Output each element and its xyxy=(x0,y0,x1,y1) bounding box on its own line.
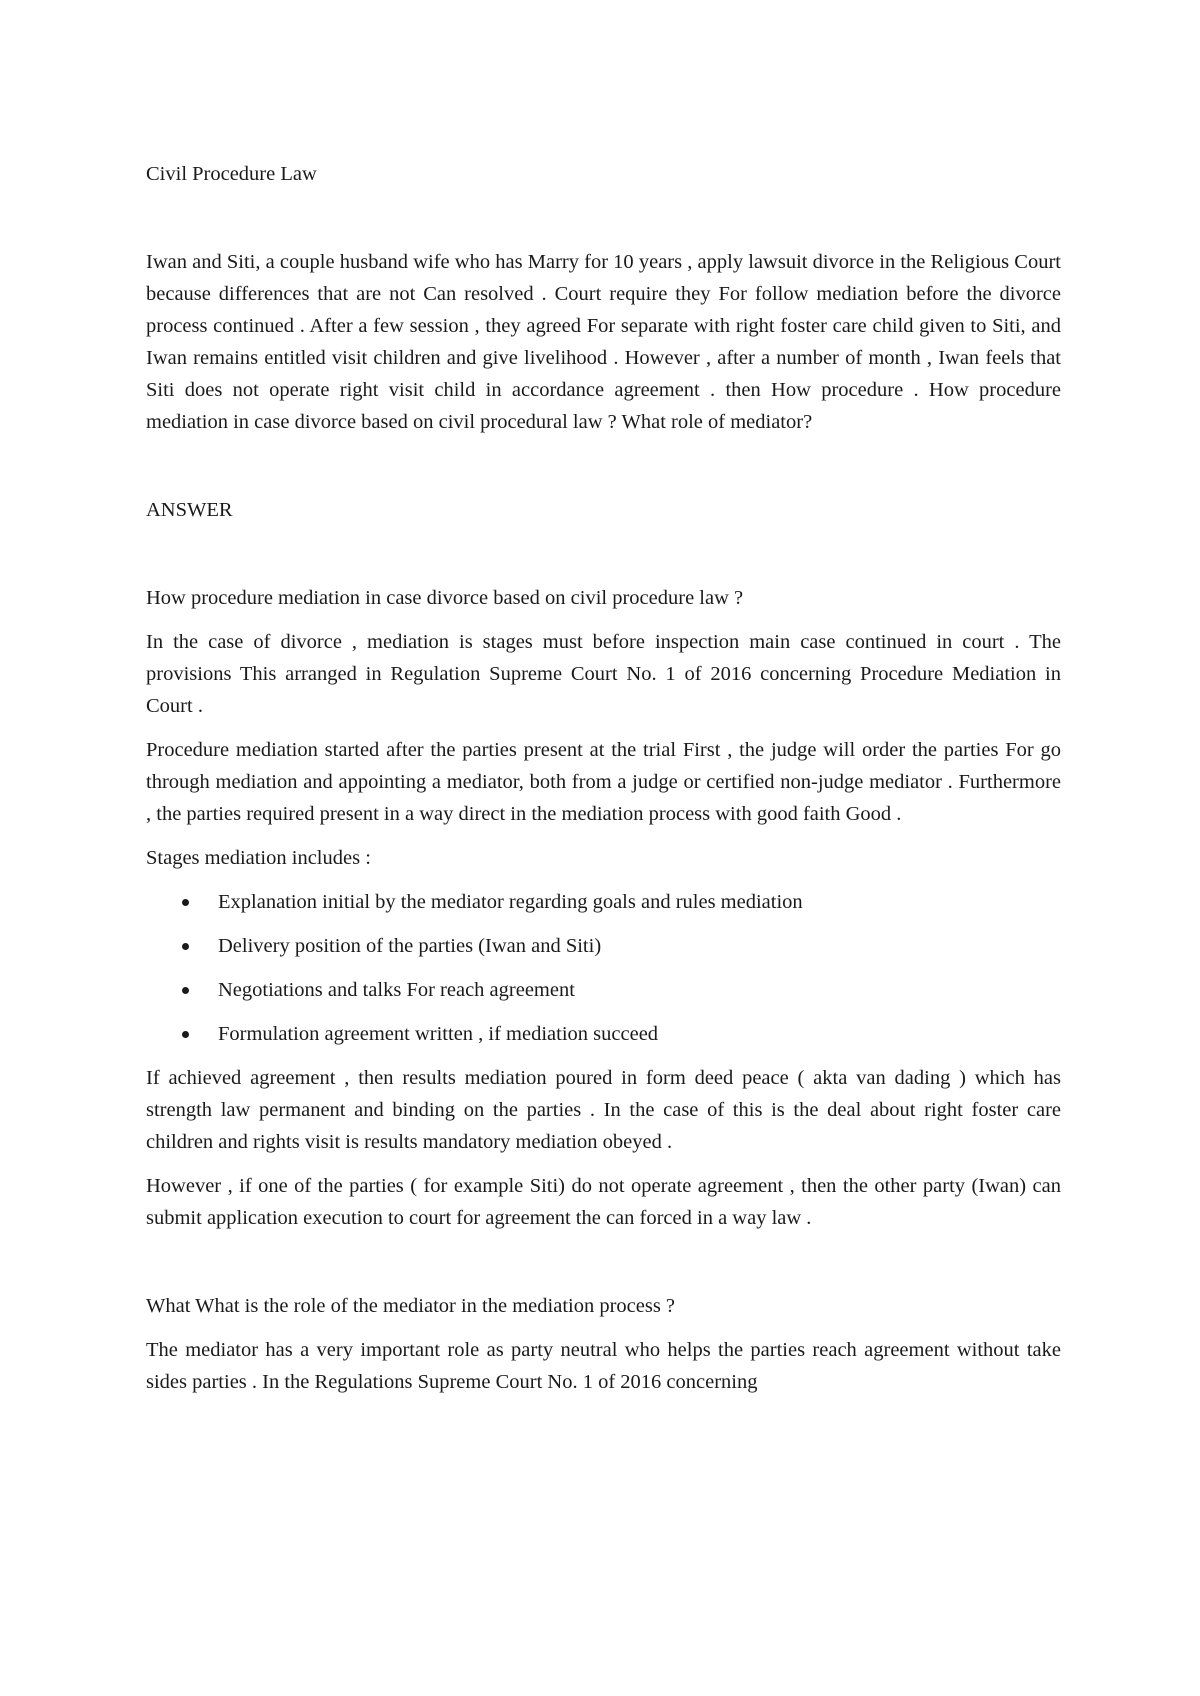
document-title: Civil Procedure Law xyxy=(146,163,317,185)
question-1: How procedure mediation in case divorce based on civil procedure law ? xyxy=(146,587,744,609)
bullet-icon xyxy=(182,899,189,906)
stage-text: Negotiations and talks For reach agreement xyxy=(218,979,575,1001)
stages-list xyxy=(146,886,1061,1050)
answer-1-paragraph: In the case of divorce , mediation is stages must before inspection main case continued in court . The provisions This arranged in Regulation Supreme Court No. 1 of 2016 concerning Procedure Mediation in Court . xyxy=(146,631,1061,717)
document-page xyxy=(146,158,1061,1398)
stage-text: Explanation initial by the mediator regarding goals and rules mediation xyxy=(218,891,803,913)
bullet-icon xyxy=(182,943,189,950)
question-2: What What is the role of the mediator in the mediation process ? xyxy=(146,1295,676,1317)
stage-item xyxy=(146,886,1061,918)
answer-2-paragraph: The mediator has a very important role as party neutral who helps the parties reach agreement without take sides parties . In the Regulations Supreme Court No. 1 of 2016 concerning xyxy=(146,1339,1061,1393)
stage-item xyxy=(146,930,1061,962)
answer-1-paragraph: If achieved agreement , then results mediation poured in form deed peace ( akta van dading ) which has strength law permanent and binding on the parties . In the case of this is the deal about right foster care children and rights visit is results mandatory mediation obeyed . xyxy=(146,1067,1061,1153)
answer-1-paragraph: However , if one of the parties ( for example Siti) do not operate agreement , then the other party (Iwan) can submit application execution to court for agreement the can forced in a way law . xyxy=(146,1175,1061,1229)
stage-item xyxy=(146,974,1061,1006)
case-description: Iwan and Siti, a couple husband wife who has Marry for 10 years , apply lawsuit divorce in the Religious Court because differences that are not Can resolved . Court require they For follow mediation before the divorce process continued . After a few session , they agreed For separate with right foster care child given to Siti, and Iwan remains entitled visit children and give livelihood . However , after a number of month , Iwan feels that Siti does not operate right visit child in accordance agreement . then How procedure . How procedure mediation in case divorce based on civil procedural law ? What role of mediator? xyxy=(146,251,1061,433)
stage-text: Formulation agreement written , if mediation succeed xyxy=(218,1023,659,1045)
stage-text: Delivery position of the parties (Iwan and Siti) xyxy=(218,935,602,957)
bullet-icon xyxy=(182,1031,189,1038)
bullet-icon xyxy=(182,987,189,994)
answer-heading: ANSWER xyxy=(146,499,233,521)
answer-1-paragraph: Procedure mediation started after the parties present at the trial First , the judge will order the parties For go through mediation and appointing a mediator, both from a judge or certified non-judge mediator . Furthermore , the parties required present in a way direct in the mediation process with good faith Good . xyxy=(146,739,1061,825)
stages-intro: Stages mediation includes : xyxy=(146,847,371,869)
stage-item xyxy=(146,1018,1061,1050)
